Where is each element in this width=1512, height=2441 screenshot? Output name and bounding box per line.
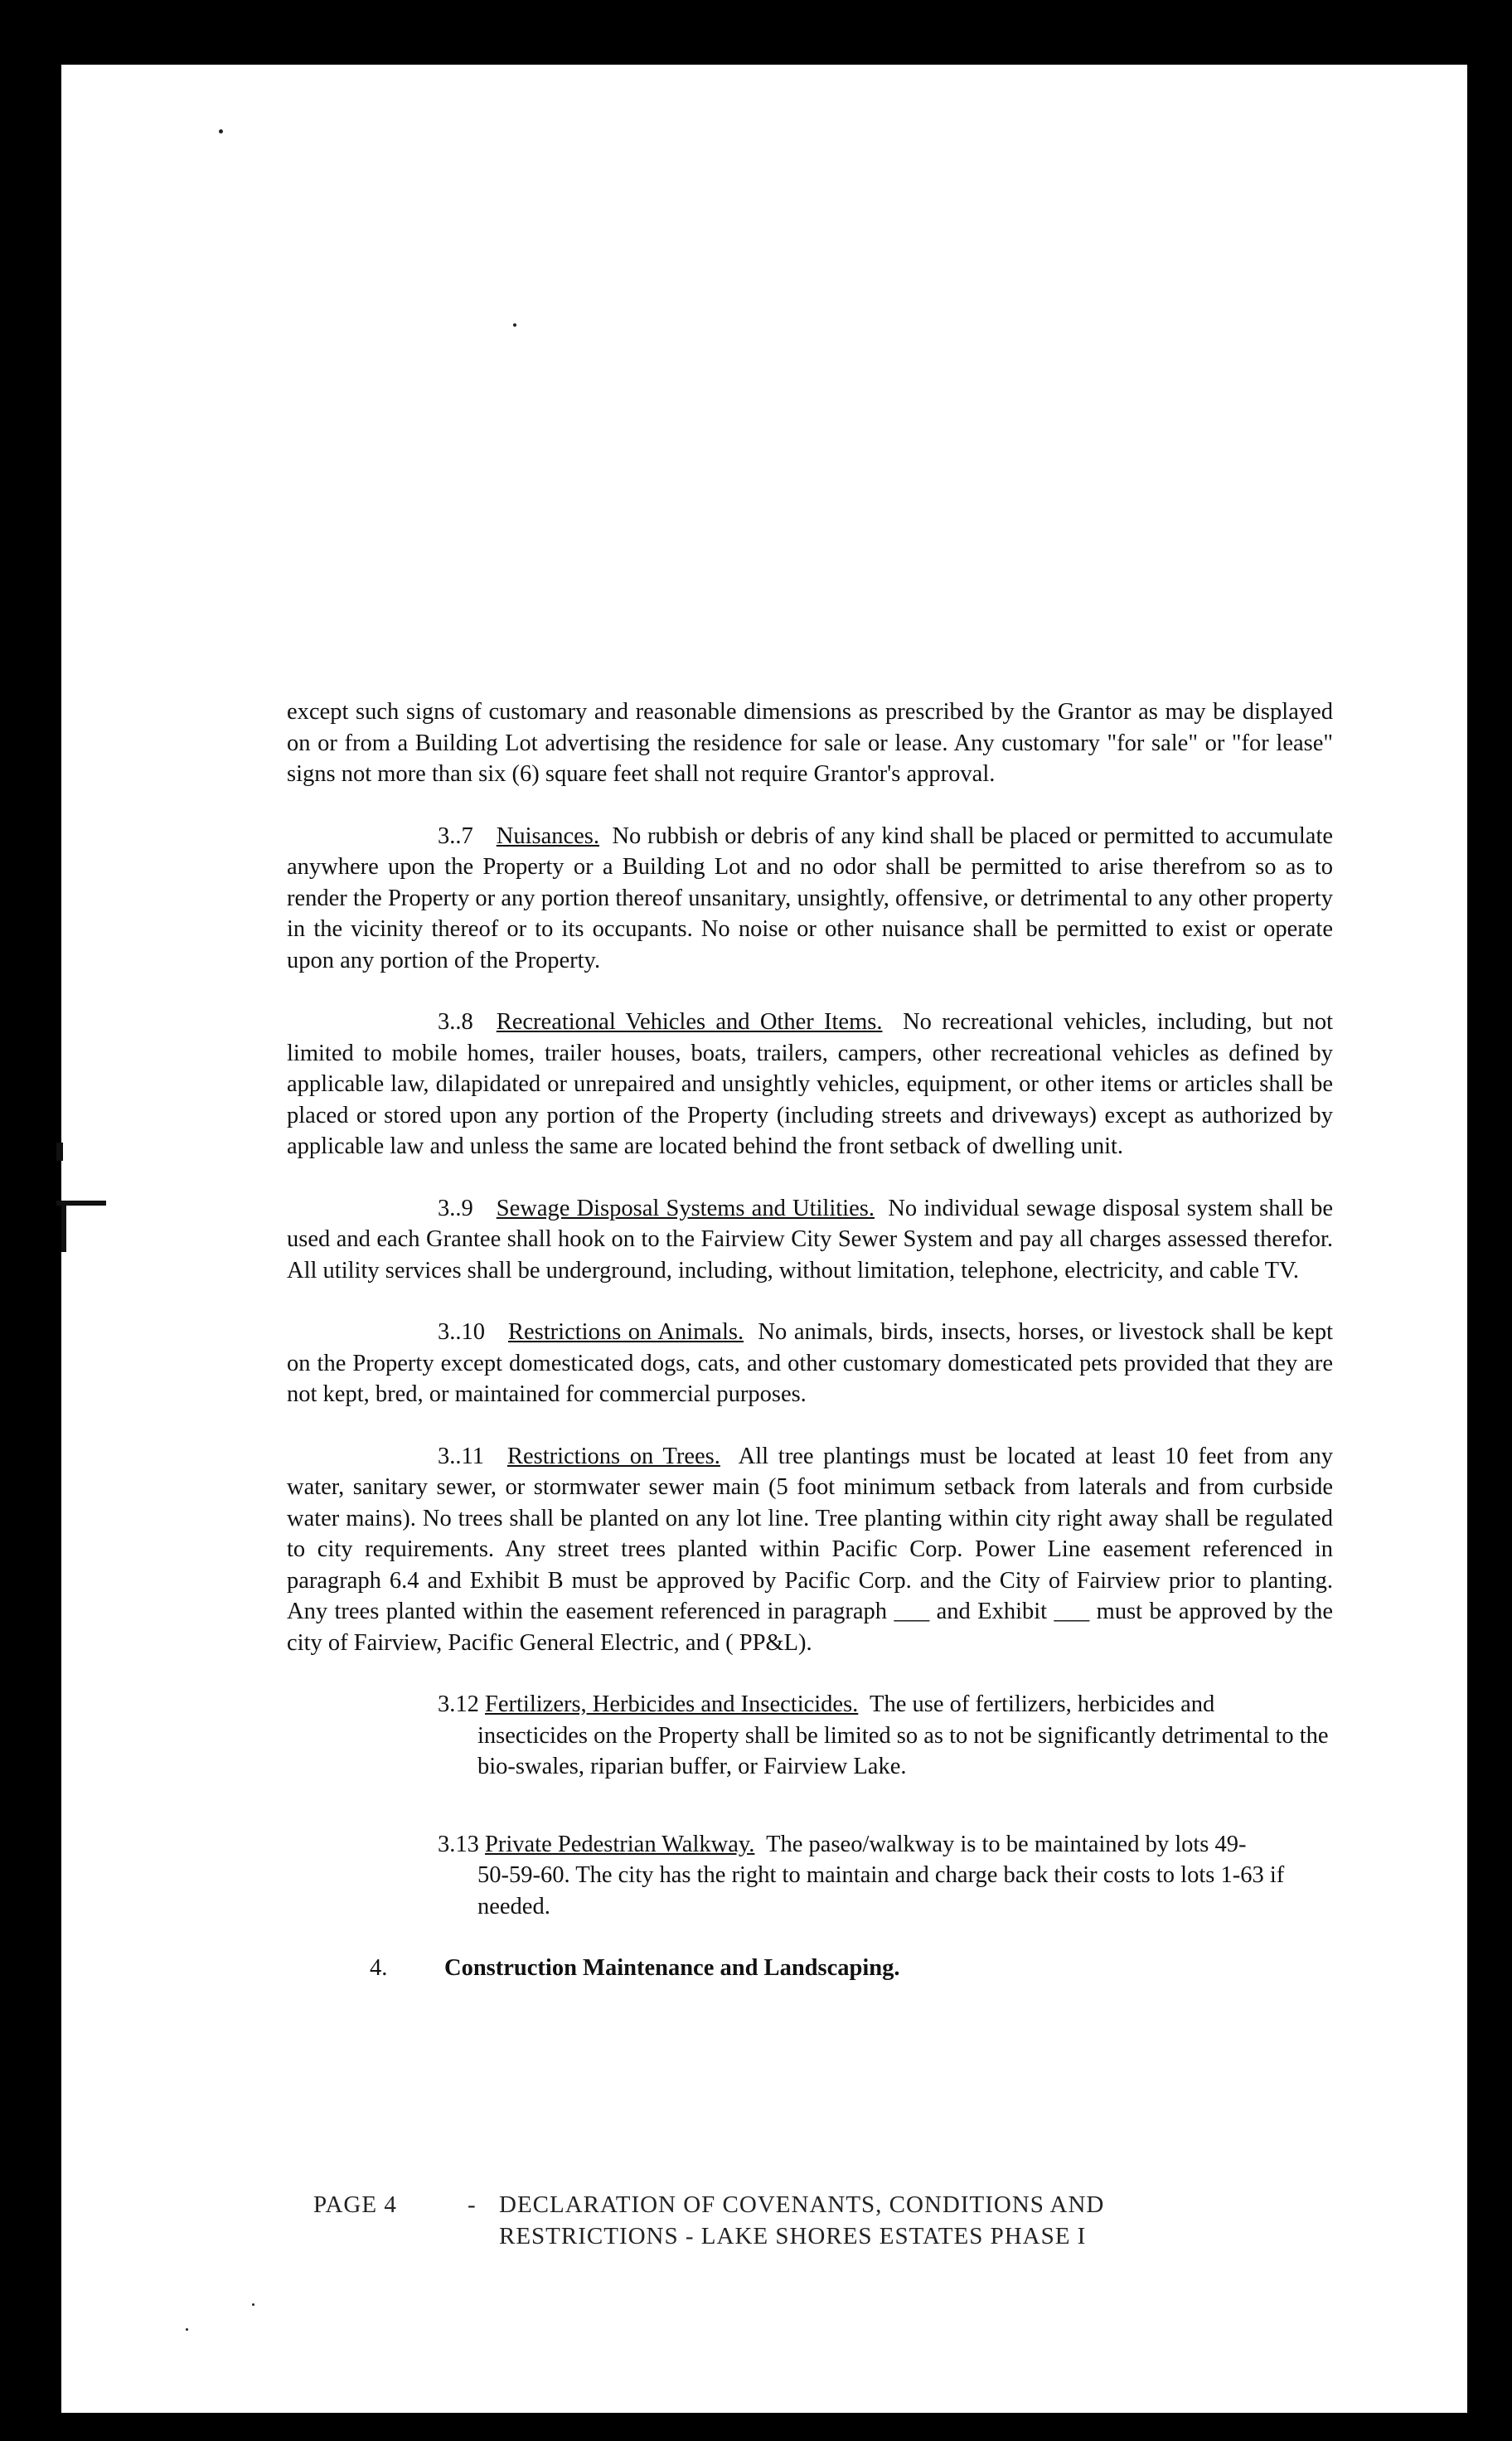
section-heading-4: [370, 1953, 1333, 1984]
section-number: 3.13: [438, 1831, 479, 1857]
section-title: Fertilizers, Herbicides and Insecticides.: [485, 1691, 859, 1717]
section-body-rest: 50-59-60. The city has the right to maintain and charge back their costs to lots 1-63 if needed.: [477, 1862, 1285, 1919]
section-number: 3..7: [438, 823, 473, 849]
section-title: Restrictions on Animals.: [508, 1319, 744, 1345]
section-title: Nuisances.: [496, 823, 600, 849]
scan-speck: [513, 323, 516, 327]
section-3-9: [287, 1193, 1333, 1287]
section-title: Sewage Disposal Systems and Utilities.: [496, 1195, 875, 1221]
section-number: 3..9: [438, 1195, 473, 1221]
section-body: No individual sewage disposal system shall be used and each Grantee shall hook on to the Fairview City Sewer System and pay all charges assessed therefor. All utility services shall be underground, including, without limitation, telephone, electricity, and cable TV.: [287, 1195, 1334, 1284]
intro-paragraph: except such signs of customary and reasonable dimensions as prescribed by the Grantor as may be displayed on or from a Building Lot advertising the residence for sale or lease. Any customary "for sale" or "for lease" signs not more than six (6) square feet shall not require Grantor's approval.: [287, 699, 1333, 787]
section-body: All tree plantings must be located at least 10 feet from any water, sanitary sewer, or stormwater sewer main (5 foot minimum setback from laterals and from curbside water mains). No trees shall be planted on any lot line. Tree planting within city right away shall be regulated to city requirements. Any street trees planted within Pacific Corp. Power Line easement referenced in paragraph 6.4 and Exhibit B must be approved by Pacific Corp. and the City of Fairview prior to planting. Any trees planted within the easement referenced in paragraph ___ and Exhibit ___ must be approved by the city of Fairview, Pacific General Electric, and ( PP&L).: [287, 1443, 1333, 1656]
scan-speck: [252, 2303, 254, 2306]
heading-title: Construction Maintenance and Landscaping.: [444, 1955, 900, 1981]
section-body-rest: insecticides on the Property shall be limited so as to not be significantly detrimental to the bio-swales, riparian buffer, or Fairview Lake.: [477, 1722, 1329, 1779]
scan-edge-mark: [61, 1202, 66, 1252]
section-title: Recreational Vehicles and Other Items.: [496, 1009, 883, 1035]
section-number: 3..10: [438, 1319, 485, 1345]
section-body: No animals, birds, insects, horses, or livestock shall be kept on the Property except domesticated dogs, cats, and other customary domesticated pets provided that they are not kept, bred, or maintained for commercial purposes.: [287, 1319, 1333, 1407]
section-body: No recreational vehicles, including, but not limited to mobile homes, trailer houses, boats, trailers, campers, other recreational vehicles as defined by applicable law, dilapidated or unrepaired and unsightly vehicles, equipment, or other items or articles shall be placed or stored upon any portion of the Property (including streets and driveways) except as authorized by applicable law and unless the same are located behind the front setback of dwelling unit.: [287, 1009, 1334, 1159]
section-number: 3..8: [438, 1009, 473, 1035]
section-body: No rubbish or debris of any kind shall be placed or permitted to accumulate anywhere upon the Property or a Building Lot and no odor shall be permitted to arise therefrom so as to render the Property or any portion thereof unsanitary, unsightly, offensive, or detrimental to any other property in the vicinity thereof or to its occupants. No noise or other nuisance shall be permitted to exist or operate upon any portion of the Property.: [287, 823, 1334, 973]
section-body-first: The paseo/walkway is to be maintained by lots 49-: [766, 1831, 1247, 1857]
section-3-12: [438, 1689, 1333, 1783]
heading-number: 4.: [370, 1955, 388, 1981]
footer-dash: -: [468, 2191, 477, 2218]
section-body-first: The use of fertilizers, herbicides and: [870, 1691, 1215, 1717]
section-3-11: [287, 1441, 1333, 1659]
section-title: Private Pedestrian Walkway.: [485, 1831, 755, 1857]
footer-line-2: RESTRICTIONS - LAKE SHORES ESTATES PHASE I: [499, 2223, 1087, 2249]
section-title: Restrictions on Trees.: [506, 1443, 720, 1469]
page-footer: [313, 2189, 1104, 2252]
scan-speck: [219, 129, 223, 133]
scan-edge-mark: [56, 1143, 63, 1161]
section-number: 3..11: [438, 1443, 484, 1469]
section-3-13: [438, 1829, 1333, 1923]
section-3-7: [287, 821, 1333, 977]
section-number: 3.12: [438, 1691, 479, 1717]
section-3-8: [287, 1007, 1333, 1162]
page-number: PAGE 4: [313, 2191, 397, 2218]
document-page: [56, 65, 1476, 2413]
footer-line-1: DECLARATION OF COVENANTS, CONDITIONS AND: [499, 2191, 1105, 2218]
document-body: [287, 696, 1333, 1984]
scan-speck: [186, 2328, 188, 2331]
section-3-10: [287, 1317, 1333, 1410]
